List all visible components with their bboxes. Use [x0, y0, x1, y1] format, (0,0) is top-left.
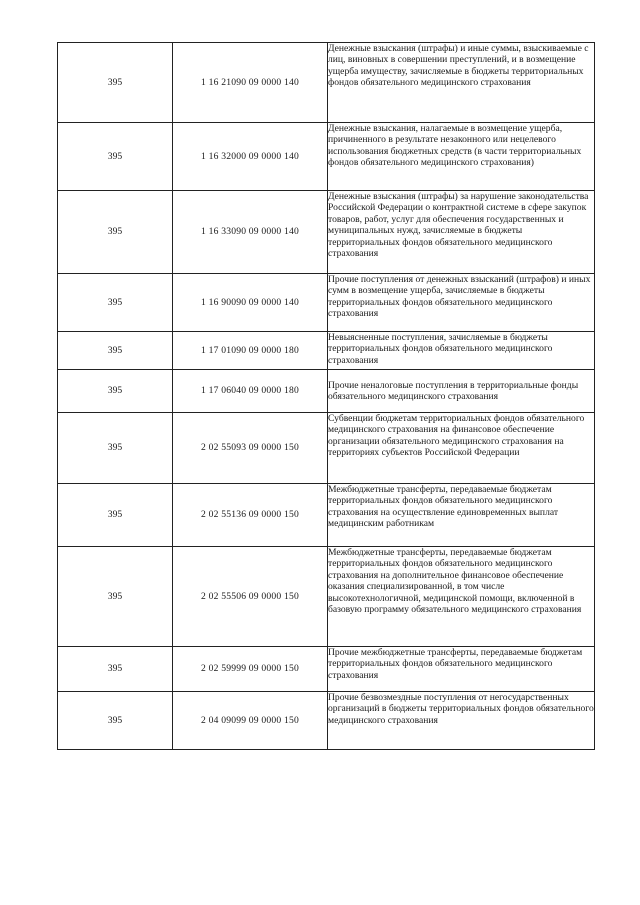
description-cell: Прочие межбюджетные трансферты, передаваемые бюджетам территориальных фондов обязательного медицинского страхования [328, 647, 595, 692]
description-cell: Денежные взыскания (штрафы) и иные суммы, взыскиваемые с лиц, виновных в совершении преступлений, и в возмещение ущерба имуществу, зачисляемые в бюджеты территориальных фондов обязательного медицинского страхования [328, 43, 595, 123]
admin-code-cell: 395 [58, 692, 173, 750]
admin-code-cell: 395 [58, 123, 173, 191]
budget-code-cell: 1 17 06040 09 0000 180 [173, 370, 328, 413]
table-row [58, 547, 595, 647]
admin-code-cell: 395 [58, 191, 173, 274]
budget-code-cell: 2 02 55093 09 0000 150 [173, 413, 328, 484]
budget-code-cell: 1 17 01090 09 0000 180 [173, 332, 328, 370]
description-cell: Прочие безвозмездные поступления от негосударственных организаций в бюджеты территориальных фондов обязательного медицинского страхования [328, 692, 595, 750]
description-cell: Прочие поступления от денежных взысканий (штрафов) и иных сумм в возмещение ущерба, зачисляемые в бюджеты территориальных фондов обязательного медицинского страхования [328, 274, 595, 332]
budget-code-cell: 2 02 55506 09 0000 150 [173, 547, 328, 647]
description-cell: Денежные взыскания, налагаемые в возмещение ущерба, причиненного в результате незаконного или нецелевого использования бюджетных средств (в части территориальных фондов обязательного медицинского страхования) [328, 123, 595, 191]
table-row [58, 123, 595, 191]
admin-code-cell: 395 [58, 547, 173, 647]
admin-code-cell: 395 [58, 43, 173, 123]
admin-code-cell: 395 [58, 274, 173, 332]
description-cell: Субвенции бюджетам территориальных фондов обязательного медицинского страхования на финансовое обеспечение организации обязательного медицинского страхования на территориях субъектов Российской Федерации [328, 413, 595, 484]
table-row [58, 332, 595, 370]
budget-code-cell: 1 16 33090 09 0000 140 [173, 191, 328, 274]
budget-codes-table [57, 42, 595, 750]
budget-code-cell: 2 04 09099 09 0000 150 [173, 692, 328, 750]
admin-code-cell: 395 [58, 484, 173, 547]
table-row [58, 413, 595, 484]
admin-code-cell: 395 [58, 647, 173, 692]
description-cell: Денежные взыскания (штрафы) за нарушение законодательства Российской Федерации о контрактной системе в сфере закупок товаров, работ, услуг для обеспечения государственных и муниципальных нужд, зачисляемые в бюджеты территориальных фондов обязательного медицинского страхования [328, 191, 595, 274]
table-row [58, 692, 595, 750]
table-row [58, 274, 595, 332]
budget-code-cell: 2 02 59999 09 0000 150 [173, 647, 328, 692]
admin-code-cell: 395 [58, 332, 173, 370]
budget-code-cell: 1 16 32000 09 0000 140 [173, 123, 328, 191]
description-cell: Прочие неналоговые поступления в территориальные фонды обязательного медицинского страхования [328, 370, 595, 413]
table-row [58, 43, 595, 123]
description-cell: Межбюджетные трансферты, передаваемые бюджетам территориальных фондов обязательного медицинского страхования на осуществление единовременных выплат медицинским работникам [328, 484, 595, 547]
table-row [58, 647, 595, 692]
table-row [58, 484, 595, 547]
table-row [58, 370, 595, 413]
admin-code-cell: 395 [58, 370, 173, 413]
description-cell: Межбюджетные трансферты, передаваемые бюджетам территориальных фондов обязательного медицинского страхования на дополнительное финансовое обеспечение оказания специализированной, в том числе высокотехнологичной, медицинской помощи, включенной в базовую программу обязательного медицинского страхования [328, 547, 595, 647]
description-cell: Невыясненные поступления, зачисляемые в бюджеты территориальных фондов обязательного медицинского страхования [328, 332, 595, 370]
table-row [58, 191, 595, 274]
admin-code-cell: 395 [58, 413, 173, 484]
budget-code-cell: 2 02 55136 09 0000 150 [173, 484, 328, 547]
budget-code-cell: 1 16 90090 09 0000 140 [173, 274, 328, 332]
budget-code-cell: 1 16 21090 09 0000 140 [173, 43, 328, 123]
